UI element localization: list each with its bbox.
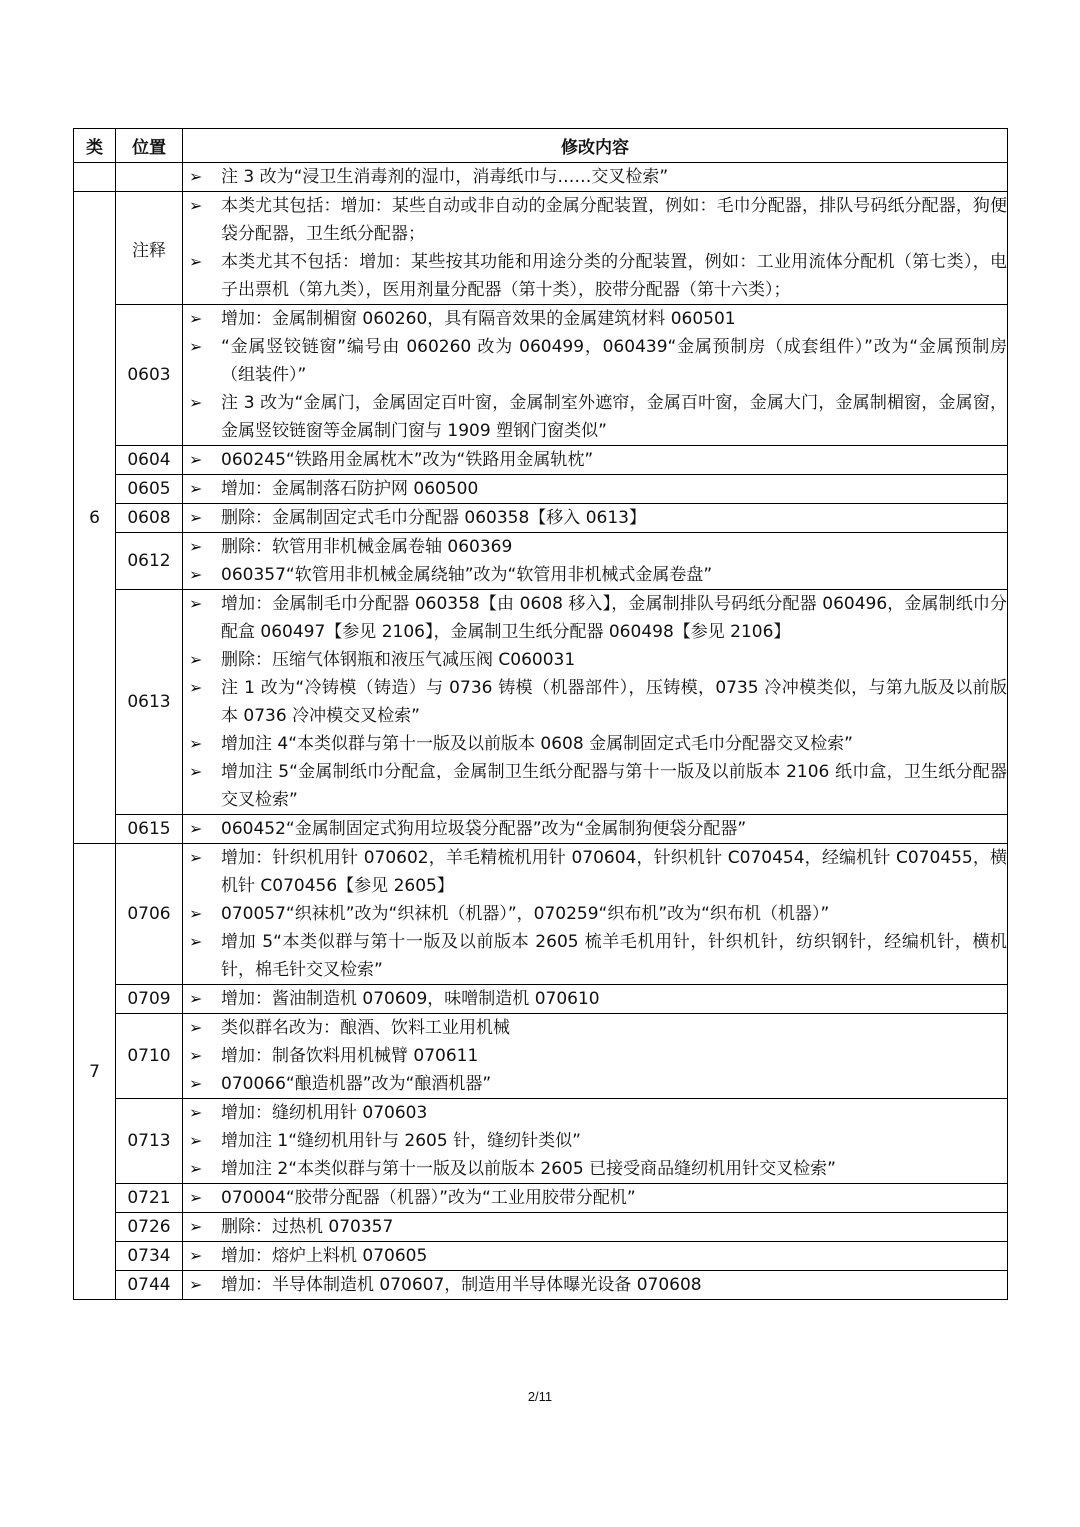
position-cell: 0608 (116, 504, 183, 533)
list-item (183, 590, 1007, 646)
list-item (183, 1213, 1007, 1241)
list-item (183, 674, 1007, 730)
arrow-bullet-icon: ➢ (189, 819, 203, 838)
arrow-bullet-icon: ➢ (189, 1246, 203, 1265)
item-text: 增加注 2“本类似群与第十一版及以前版本 2605 已接受商品缝纫机用针交叉检索” (221, 1159, 836, 1179)
item-text: 增加：缝纫机用针 070603 (221, 1103, 428, 1123)
list-item (183, 1099, 1007, 1127)
list-item (183, 758, 1007, 814)
item-text: 070066“酿造机器”改为“酿酒机器” (221, 1074, 492, 1094)
content-cell (183, 985, 1008, 1014)
item-text: 增加注 1“缝纫机用针与 2605 针，缝纫针类似” (221, 1131, 581, 1151)
table-row (74, 815, 1008, 844)
position-cell: 0603 (116, 305, 183, 446)
list-item (183, 446, 1007, 474)
arrow-bullet-icon: ➢ (189, 1131, 203, 1150)
item-text: 删除：金属制固定式毛巾分配器 060358【移入 0613】 (221, 508, 646, 528)
arrow-bullet-icon: ➢ (189, 848, 203, 867)
item-text: 增加：制备饮料用机械臂 070611 (221, 1046, 479, 1066)
arrow-bullet-icon: ➢ (189, 650, 203, 669)
list-item (183, 305, 1007, 333)
content-cell (183, 475, 1008, 504)
list-item (183, 192, 1007, 248)
arrow-bullet-icon: ➢ (189, 393, 203, 412)
list-item (183, 248, 1007, 304)
class-cell: 7 (74, 844, 116, 1300)
item-text: 增加：金属制楣窗 060260，具有隔音效果的金属建筑材料 060501 (221, 309, 736, 329)
item-list (183, 504, 1007, 532)
list-item (183, 730, 1007, 758)
arrow-bullet-icon: ➢ (189, 508, 203, 527)
arrow-bullet-icon: ➢ (189, 989, 203, 1008)
item-list (183, 305, 1007, 445)
table-row (74, 1271, 1008, 1300)
item-text: 增加：酱油制造机 070609，味噌制造机 070610 (221, 989, 600, 1009)
item-list (183, 1184, 1007, 1212)
table-row (74, 1242, 1008, 1271)
item-text: 增加：金属制毛巾分配器 060358【由 0608 移入】，金属制排队号码纸分配器 060496，金属制纸巾分配盒 060497【参见 2106】，金属制卫生纸分配器 060498【参见 2106】 (221, 594, 1007, 642)
page-number: 2/11 (527, 1389, 553, 1404)
table-row (74, 1213, 1008, 1242)
arrow-bullet-icon: ➢ (189, 1046, 203, 1065)
content-cell (183, 844, 1008, 985)
item-text: 增加：金属制落石防护网 060500 (221, 479, 479, 499)
content-cell (183, 163, 1008, 192)
arrow-bullet-icon: ➢ (189, 1103, 203, 1122)
table-row (74, 163, 1008, 192)
item-list (183, 1014, 1007, 1098)
item-text: 060452“金属制固定式狗用垃圾袋分配器”改为“金属制狗便袋分配器” (221, 819, 747, 839)
position-cell: 0604 (116, 446, 183, 475)
list-item (183, 1184, 1007, 1212)
arrow-bullet-icon: ➢ (189, 252, 203, 271)
arrow-bullet-icon: ➢ (189, 479, 203, 498)
table-row (74, 446, 1008, 475)
item-list (183, 446, 1007, 474)
table-row (74, 844, 1008, 985)
list-item (183, 333, 1007, 389)
arrow-bullet-icon: ➢ (189, 309, 203, 328)
item-text: 增加：针织机用针 070602，羊毛精梳机用针 070604，针织机针 C070454，经编机针 C070455，横机针 C070456【参见 2605】 (221, 848, 1007, 896)
item-text: 增加 5“本类似群与第十一版及以前版本 2605 梳羊毛机用针，针织机针，纺织钢针，经编机针，横机针，棉毛针交叉检索” (221, 932, 1007, 980)
table-row (74, 1099, 1008, 1184)
item-text: 本类尤其不包括：增加：某些按其功能和用途分类的分配装置，例如：工业用流体分配机（第七类），电子出票机（第九类），医用剂量分配器（第十类），胶带分配器（第十六类）； (221, 252, 1007, 300)
position-cell: 0615 (116, 815, 183, 844)
item-text: 060357“软管用非机械金属绕轴”改为“软管用非机械式金属卷盘” (221, 565, 713, 585)
content-cell (183, 1014, 1008, 1099)
content-cell (183, 590, 1008, 815)
list-item (183, 1014, 1007, 1042)
item-text: 增加：熔炉上料机 070605 (221, 1246, 428, 1266)
item-list (183, 1271, 1007, 1299)
item-list (183, 192, 1007, 304)
item-text: 070057“织袜机”改为“织袜机（机器）”，070259“织布机”改为“织布机（机器）” (221, 904, 830, 924)
position-cell: 0605 (116, 475, 183, 504)
arrow-bullet-icon: ➢ (189, 1159, 203, 1178)
item-text: 删除：软管用非机械金属卷轴 060369 (221, 537, 513, 557)
item-text: 类似群名改为：酿酒、饮料工业用机械 (221, 1018, 510, 1038)
list-item (183, 985, 1007, 1013)
item-text: 增加注 5“金属制纸巾分配盒，金属制卫生纸分配器与第十一版及以前版本 2106 纸巾盒，卫生纸分配器交叉检索” (221, 762, 1007, 810)
list-item (183, 163, 1007, 191)
arrow-bullet-icon: ➢ (189, 565, 203, 584)
position-cell: 0613 (116, 590, 183, 815)
content-cell (183, 305, 1008, 446)
arrow-bullet-icon: ➢ (189, 167, 203, 186)
header-class: 类 (74, 129, 116, 163)
arrow-bullet-icon: ➢ (189, 196, 203, 215)
list-item (183, 504, 1007, 532)
item-text: 增加：半导体制造机 070607，制造用半导体曝光设备 070608 (221, 1275, 702, 1295)
arrow-bullet-icon: ➢ (189, 1217, 203, 1236)
class-cell (74, 163, 116, 192)
position-cell: 0721 (116, 1184, 183, 1213)
table-row (74, 475, 1008, 504)
item-text: 070004“胶带分配器（机器）”改为“工业用胶带分配机” (221, 1188, 636, 1208)
list-item (183, 900, 1007, 928)
item-list (183, 1213, 1007, 1241)
header-position: 位置 (116, 129, 183, 163)
item-list (183, 533, 1007, 589)
arrow-bullet-icon: ➢ (189, 1275, 203, 1294)
item-list (183, 815, 1007, 843)
content-cell (183, 446, 1008, 475)
position-cell: 注释 (116, 192, 183, 305)
table-row (74, 192, 1008, 305)
content-cell (183, 1242, 1008, 1271)
arrow-bullet-icon: ➢ (189, 904, 203, 923)
arrow-bullet-icon: ➢ (189, 1018, 203, 1037)
item-text: “金属竖铰链窗”编号由 060260 改为 060499，060439“金属预制房（成套组件）”改为“金属预制房（组装件）” (221, 337, 1007, 385)
list-item (183, 1242, 1007, 1270)
arrow-bullet-icon: ➢ (189, 594, 203, 613)
position-cell: 0706 (116, 844, 183, 985)
position-cell: 0726 (116, 1213, 183, 1242)
list-item (183, 1070, 1007, 1098)
content-cell (183, 1184, 1008, 1213)
content-cell (183, 504, 1008, 533)
position-cell: 0744 (116, 1271, 183, 1300)
item-list (183, 1099, 1007, 1183)
content-cell (183, 1271, 1008, 1300)
arrow-bullet-icon: ➢ (189, 678, 203, 697)
item-text: 删除：压缩气体钢瓶和液压气减压阀 C060031 (221, 650, 576, 670)
table-row (74, 533, 1008, 590)
table-body (74, 163, 1008, 1300)
table-row (74, 1014, 1008, 1099)
arrow-bullet-icon: ➢ (189, 1074, 203, 1093)
item-list (183, 590, 1007, 814)
table-header-row (74, 129, 1008, 163)
list-item (183, 561, 1007, 589)
list-item (183, 389, 1007, 445)
position-cell: 0734 (116, 1242, 183, 1271)
item-text: 注 3 改为“金属门，金属固定百叶窗，金属制室外遮帘，金属百叶窗，金属大门，金属制楣窗，金属窗，金属竖铰链窗等金属制门窗与 1909 塑钢门窗类似” (221, 393, 1007, 441)
list-item (183, 1042, 1007, 1070)
item-text: 增加注 4“本类似群与第十一版及以前版本 0608 金属制固定式毛巾分配器交叉检索” (221, 734, 853, 754)
item-text: 删除：过热机 070357 (221, 1217, 394, 1237)
list-item (183, 475, 1007, 503)
item-text: 注 3 改为“浸卫生消毒剂的湿巾，消毒纸巾与……交叉检索” (221, 167, 669, 187)
arrow-bullet-icon: ➢ (189, 762, 203, 781)
content-cell (183, 192, 1008, 305)
item-text: 注 1 改为“冷铸模（铸造）与 0736 铸模（机器部件），压铸模，0735 冷冲模类似，与第九版及以前版本 0736 冷冲模交叉检索” (221, 678, 1007, 726)
item-text: 060245“铁路用金属枕木”改为“铁路用金属轨枕” (221, 450, 594, 470)
item-list (183, 1242, 1007, 1270)
arrow-bullet-icon: ➢ (189, 450, 203, 469)
list-item (183, 1271, 1007, 1299)
list-item (183, 928, 1007, 984)
item-text: 本类尤其包括：增加：某些自动或非自动的金属分配装置，例如：毛巾分配器，排队号码纸分配器，狗便袋分配器，卫生纸分配器； (221, 196, 1007, 244)
list-item (183, 815, 1007, 843)
header-content: 修改内容 (183, 129, 1008, 163)
content-cell (183, 1099, 1008, 1184)
item-list (183, 985, 1007, 1013)
table-row (74, 590, 1008, 815)
item-list (183, 475, 1007, 503)
list-item (183, 1155, 1007, 1183)
position-cell: 0709 (116, 985, 183, 1014)
arrow-bullet-icon: ➢ (189, 537, 203, 556)
position-cell: 0612 (116, 533, 183, 590)
list-item (183, 1127, 1007, 1155)
content-cell (183, 533, 1008, 590)
position-cell (116, 163, 183, 192)
table-row (74, 1184, 1008, 1213)
table-row (74, 985, 1008, 1014)
class-cell: 6 (74, 192, 116, 844)
content-cell (183, 815, 1008, 844)
position-cell: 0713 (116, 1099, 183, 1184)
modification-table (73, 128, 1008, 1300)
table-row (74, 305, 1008, 446)
arrow-bullet-icon: ➢ (189, 734, 203, 753)
list-item (183, 533, 1007, 561)
item-list (183, 844, 1007, 984)
arrow-bullet-icon: ➢ (189, 932, 203, 951)
arrow-bullet-icon: ➢ (189, 1188, 203, 1207)
table-row (74, 504, 1008, 533)
arrow-bullet-icon: ➢ (189, 337, 203, 356)
item-list (183, 163, 1007, 191)
list-item (183, 844, 1007, 900)
content-cell (183, 1213, 1008, 1242)
list-item (183, 646, 1007, 674)
position-cell: 0710 (116, 1014, 183, 1099)
